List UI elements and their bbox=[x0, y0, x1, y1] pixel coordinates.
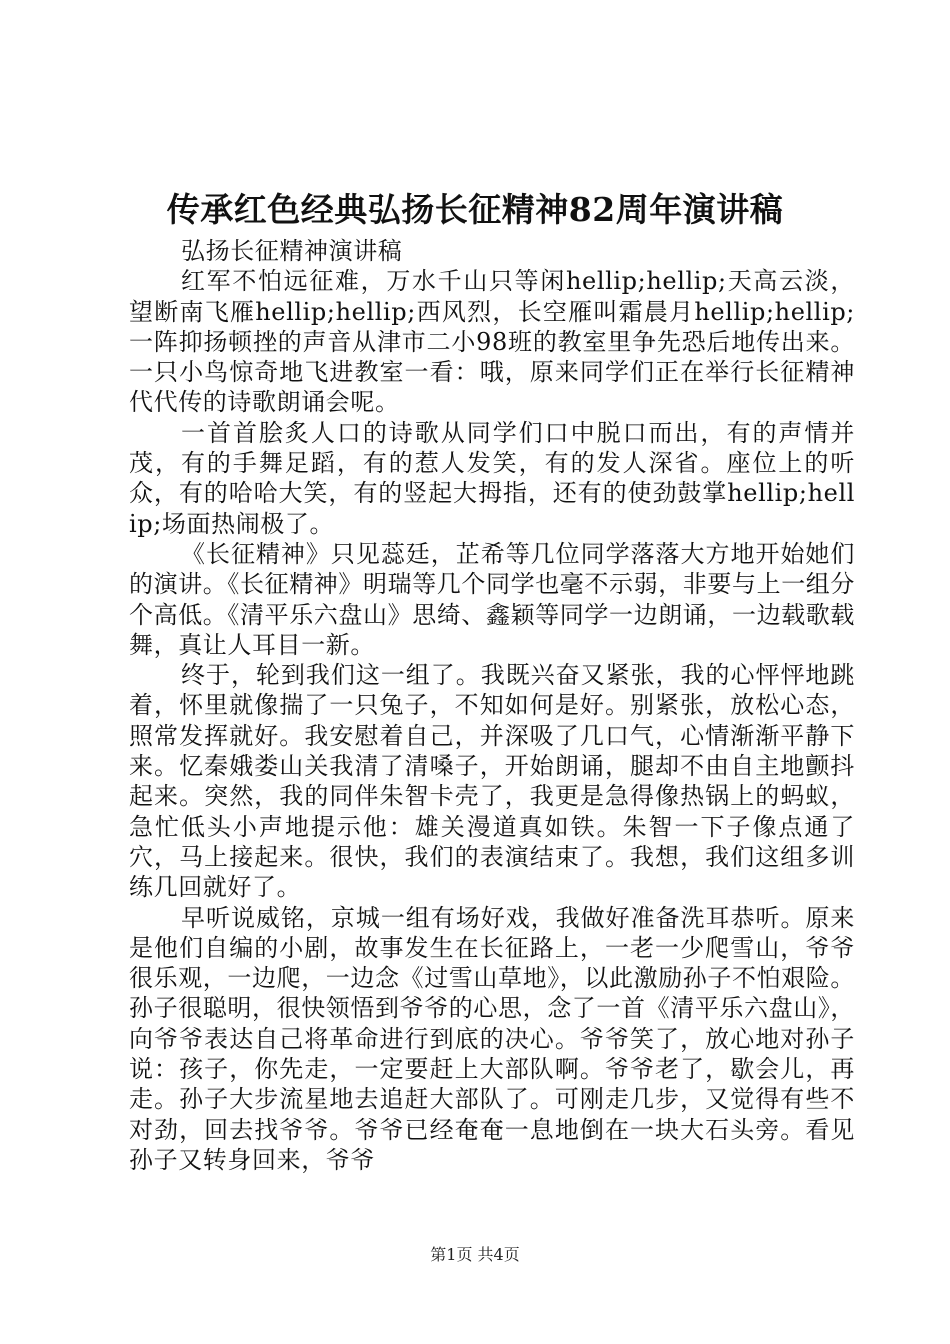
paragraph: 红军不怕远征难，万水千山只等闲hellip;hellip;天高云淡，望断南飞雁hellip;hellip;西风烈，长空雁叫霜晨月hellip;hellip;一阵抑扬顿挫的声音从津市二小98班的教室里争先恐后地传出来。一只小鸟惊奇地飞进教室一看：哦，原来同学们正在举行长征精神代代传的诗歌朗诵会呢。 bbox=[129, 267, 855, 417]
paragraph: 早听说威铭，京城一组有场好戏，我做好准备洗耳恭听。原来是他们自编的小剧，故事发生在长征路上，一老一少爬雪山，爷爷很乐观，一边爬，一边念《过雪山草地》，以此激励孙子不怕艰险。孙子很聪明，很快领悟到爷爷的心思，念了一首《清平乐六盘山》，向爷爷表达自己将革命进行到底的决心。爷爷笑了，放心地对孙子说：孩子，你先走，一定要赶上大部队啊。爷爷老了，歇会儿，再走。孙子大步流星地去追赶大部队了。可刚走几步，又觉得有些不对劲，回去找爷爷。爷爷已经奄奄一息地倒在一块大石头旁。看见孙子又转身回来，爷爷 bbox=[129, 903, 855, 1174]
document-body bbox=[129, 236, 855, 1175]
paragraph: 终于，轮到我们这一组了。我既兴奋又紧张，我的心怦怦地跳着，怀里就像揣了一只兔子，不知如何是好。别紧张，放松心态，照常发挥就好。我安慰着自己，并深吸了几口气，心情渐渐平静下来。忆秦娥娄山关我清了清嗓子，开始朗诵，腿却不由自主地颤抖起来。突然，我的同伴朱智卡壳了，我更是急得像热锅上的蚂蚁，急忙低头小声地提示他：雄关漫道真如铁。朱智一下子像点通了穴，马上接起来。很快，我们的表演结束了。我想，我们这组多训练几回就好了。 bbox=[129, 661, 855, 902]
document-subtitle: 弘扬长征精神演讲稿 bbox=[181, 237, 403, 265]
document-title: 传承红色经典弘扬长征精神82周年演讲稿 bbox=[166, 190, 784, 229]
paragraph: 一首首脍炙人口的诗歌从同学们口中脱口而出，有的声情并茂，有的手舞足蹈，有的惹人发笑，有的发人深省。座位上的听众，有的哈哈大笑，有的竖起大拇指，还有的使劲鼓掌hellip;hellip;场面热闹极了。 bbox=[129, 418, 855, 538]
paragraph: 《长征精神》只见蕊廷，芷希等几位同学落落大方地开始她们的演讲。《长征精神》明瑞等几个同学也毫不示弱，非要与上一组分个高低。《清平乐六盘山》思绮、鑫颖等同学一边朗诵，一边载歌载舞，真让人耳目一新。 bbox=[129, 539, 855, 659]
page-number-footer: 第1页 共4页 bbox=[430, 1245, 520, 1264]
